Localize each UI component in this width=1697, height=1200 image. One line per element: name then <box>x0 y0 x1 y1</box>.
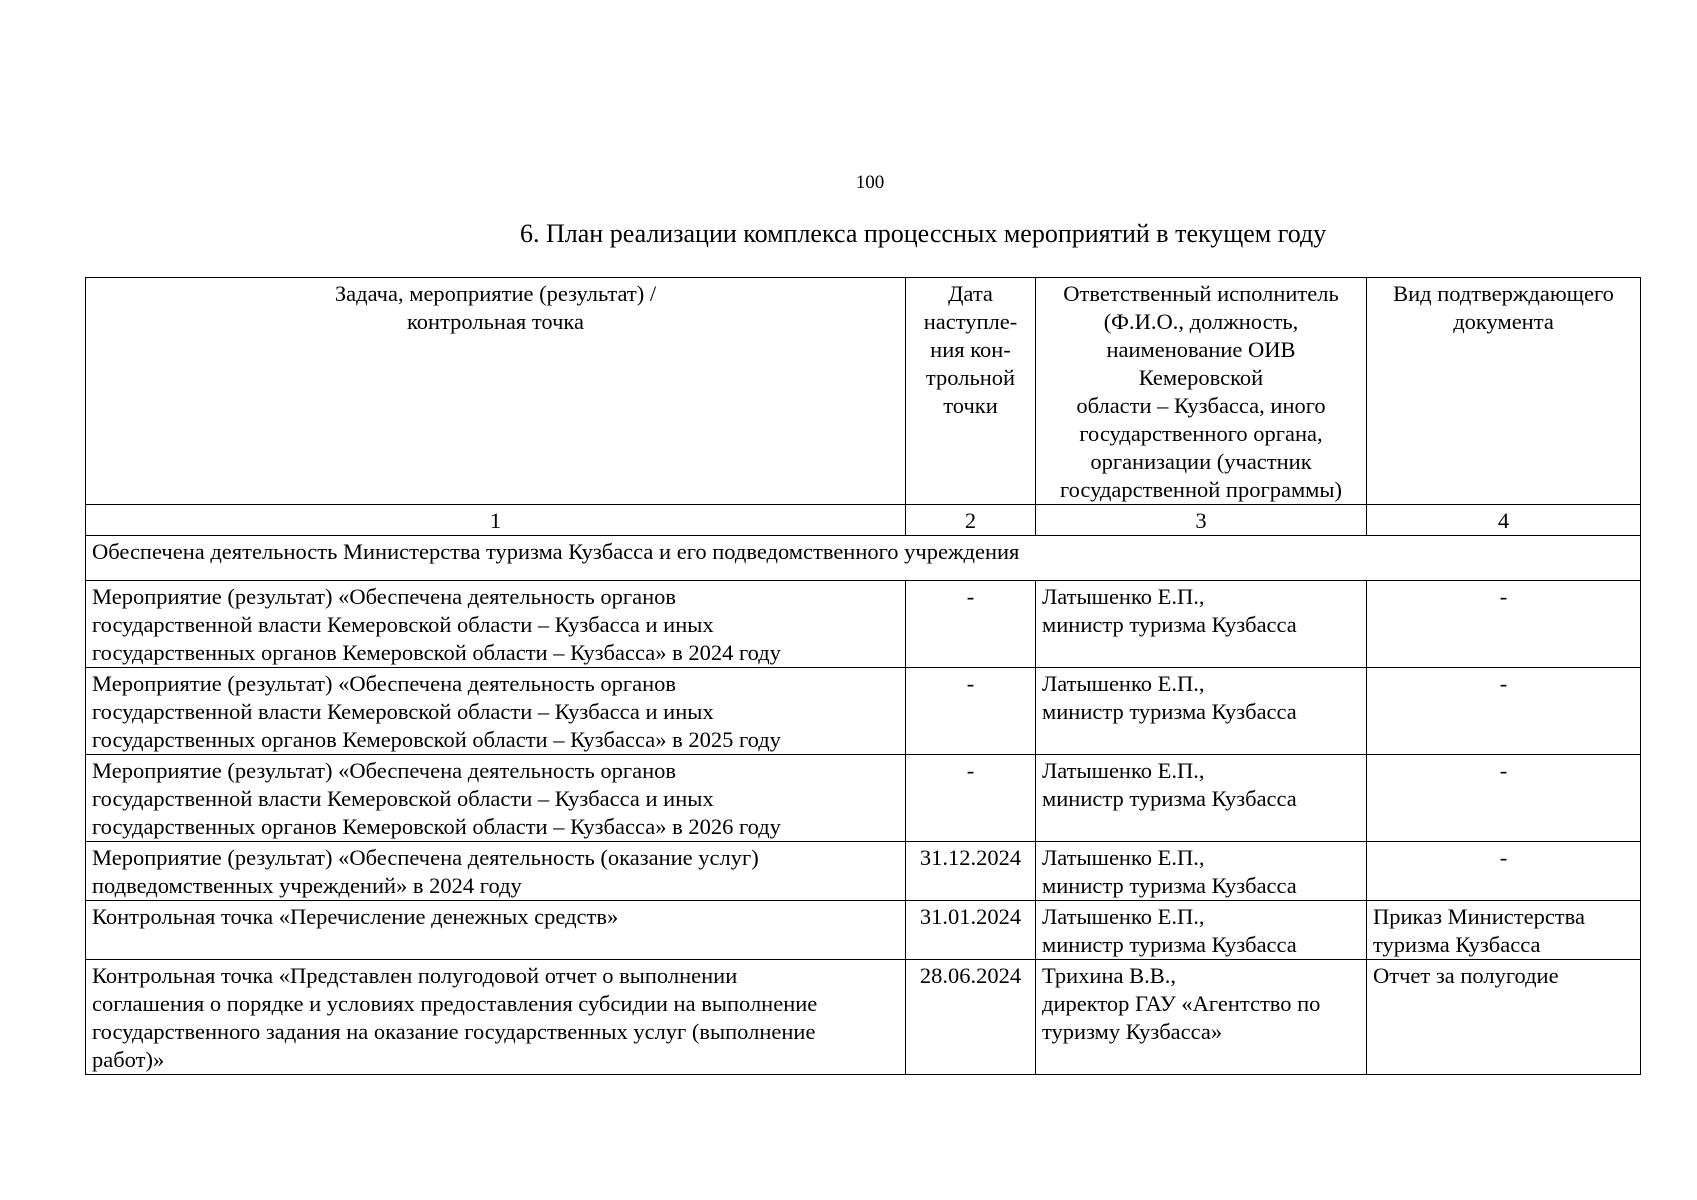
activity-cell <box>86 842 906 901</box>
cell-line: государственного задания на оказание государственных услуг (выполнение <box>92 1019 816 1044</box>
header-line: точки <box>943 393 998 418</box>
table-row <box>86 755 1641 842</box>
cell-line: Контрольная точка «Представлен полугодовой отчет о выполнении <box>92 963 738 988</box>
cell-line: министр туризма Кузбасса <box>1042 612 1297 637</box>
cell-line: Латышенко Е.П., <box>1042 671 1205 696</box>
table-row <box>86 842 1641 901</box>
cell-line: Мероприятие (результат) «Обеспечена деятельность органов <box>92 758 677 783</box>
cell-line: Трихина В.В., <box>1042 963 1177 988</box>
cell-line: Мероприятие (результат) «Обеспечена деятельность органов <box>92 584 677 609</box>
cell-line: Приказ Министерства <box>1373 904 1585 929</box>
table-row <box>86 960 1641 1075</box>
activity-cell <box>86 668 906 755</box>
activity-cell <box>86 960 906 1075</box>
cell-line: государственных органов Кемеровской области – Кузбасса» в 2025 году <box>92 727 781 752</box>
date-cell: 31.01.2024 <box>906 901 1036 960</box>
column-number-row <box>86 505 1641 536</box>
document-cell: - <box>1367 842 1641 901</box>
document-cell: - <box>1367 668 1641 755</box>
header-line: Вид подтверждающего <box>1393 281 1614 306</box>
date-cell: - <box>906 755 1036 842</box>
document-cell: - <box>1367 755 1641 842</box>
date-cell: - <box>906 668 1036 755</box>
cell-line: Латышенко Е.П., <box>1042 758 1205 783</box>
cell-line: министр туризма Кузбасса <box>1042 873 1297 898</box>
task-row <box>86 536 1641 581</box>
cell-line: Мероприятие (результат) «Обеспечена деятельность органов <box>92 671 677 696</box>
document-cell: Отчет за полугодие <box>1367 960 1641 1075</box>
header-line: (Ф.И.О., должность, <box>1103 309 1299 334</box>
header-line: области – Кузбасса, иного <box>1076 393 1326 418</box>
header-line: Кемеровской <box>1138 365 1264 390</box>
cell-line: работ)» <box>92 1047 165 1072</box>
cell-line: Мероприятие (результат) «Обеспечена деятельность (оказание услуг) <box>92 845 759 870</box>
cell-line: министр туризма Кузбасса <box>1042 699 1297 724</box>
cell-line: туризма Кузбасса <box>1373 932 1541 957</box>
cell-line: Латышенко Е.П., <box>1042 904 1205 929</box>
document-cell <box>1367 901 1641 960</box>
header-line: ния кон- <box>930 337 1011 362</box>
responsible-cell <box>1036 901 1367 960</box>
table-row <box>86 901 1641 960</box>
header-line: контрольная точка <box>407 309 584 334</box>
date-cell: 28.06.2024 <box>906 960 1036 1075</box>
table-header-row <box>86 278 1641 505</box>
section-title: 6. План реализации комплекса процессных мероприятий в текущем году <box>520 219 1327 248</box>
date-cell: 31.12.2024 <box>906 842 1036 901</box>
header-line: организации (участник <box>1090 449 1312 474</box>
header-date <box>906 278 1036 505</box>
cell-line: государственной власти Кемеровской области – Кузбасса и иных <box>92 612 714 637</box>
date-cell: - <box>906 581 1036 668</box>
cell-line: Латышенко Е.П., <box>1042 845 1205 870</box>
activity-cell <box>86 755 906 842</box>
header-responsible <box>1036 278 1367 505</box>
responsible-cell <box>1036 842 1367 901</box>
header-line: наступле- <box>923 309 1018 334</box>
cell-line: соглашения о порядке и условиях предоставления субсидии на выполнение <box>92 991 818 1016</box>
header-task <box>86 278 906 505</box>
header-line: Задача, мероприятие (результат) / <box>334 281 657 306</box>
header-line: Ответственный исполнитель <box>1063 281 1339 306</box>
cell-line: директор ГАУ «Агентство по <box>1042 991 1321 1016</box>
document-cell: - <box>1367 581 1641 668</box>
column-number: 1 <box>86 505 906 536</box>
cell-line: подведомственных учреждений» в 2024 году <box>92 873 522 898</box>
plan-table <box>85 277 1641 1075</box>
responsible-cell <box>1036 960 1367 1075</box>
header-document <box>1367 278 1641 505</box>
task-text: Обеспечена деятельность Министерства туризма Кузбасса и его подведомственного учреждения <box>86 536 1641 581</box>
header-line: государственного органа, <box>1079 421 1323 446</box>
cell-line: государственной власти Кемеровской области – Кузбасса и иных <box>92 786 714 811</box>
cell-line: государственных органов Кемеровской области – Кузбасса» в 2026 году <box>92 814 781 839</box>
column-number: 4 <box>1367 505 1641 536</box>
cell-line: туризму Кузбасса» <box>1042 1019 1223 1044</box>
header-line: документа <box>1453 309 1554 334</box>
responsible-cell <box>1036 581 1367 668</box>
table-row <box>86 581 1641 668</box>
column-number: 2 <box>906 505 1036 536</box>
responsible-cell <box>1036 668 1367 755</box>
table-row <box>86 668 1641 755</box>
column-number: 3 <box>1036 505 1367 536</box>
header-line: государственной программы) <box>1059 477 1343 502</box>
cell-line: Латышенко Е.П., <box>1042 584 1205 609</box>
header-line: трольной <box>925 365 1016 390</box>
responsible-cell <box>1036 755 1367 842</box>
cell-line: государственной власти Кемеровской области – Кузбасса и иных <box>92 699 714 724</box>
activity-cell <box>86 901 906 960</box>
header-line: наименование ОИВ <box>1106 337 1296 362</box>
header-line: Дата <box>948 281 993 306</box>
cell-line: государственных органов Кемеровской области – Кузбасса» в 2024 году <box>92 640 781 665</box>
activity-cell <box>86 581 906 668</box>
cell-line: Контрольная точка «Перечисление денежных средств» <box>92 904 619 929</box>
cell-line: министр туризма Кузбасса <box>1042 786 1297 811</box>
cell-line: министр туризма Кузбасса <box>1042 932 1297 957</box>
page-number: 100 <box>855 172 885 193</box>
